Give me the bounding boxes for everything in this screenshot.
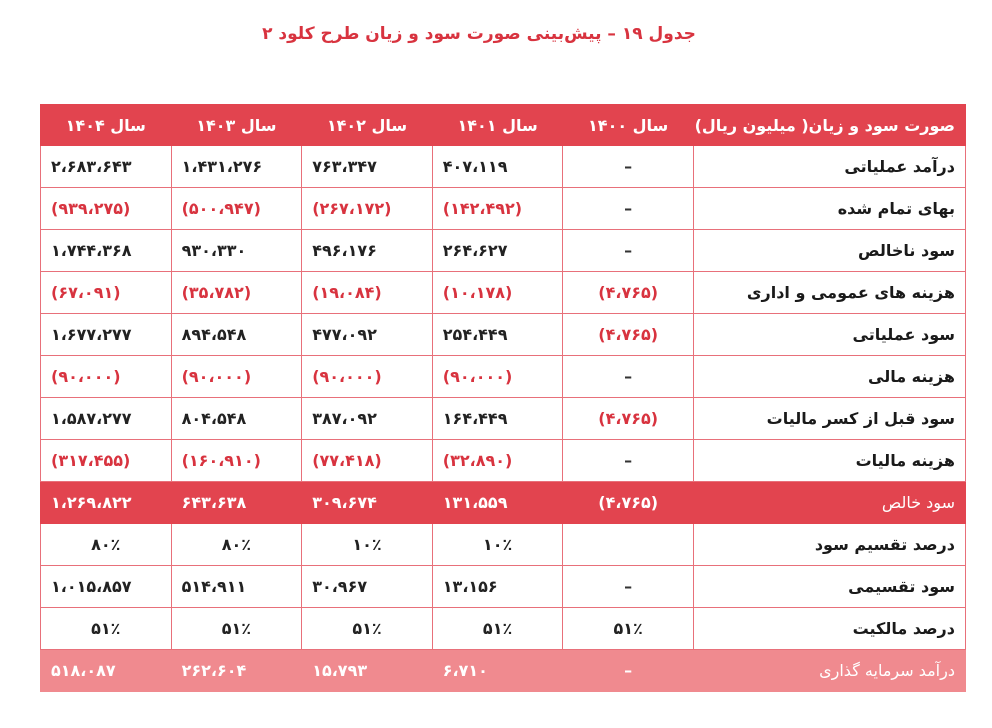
row-label: بهای تمام شده — [693, 188, 965, 230]
header-year-1403: سال ۱۴۰۳ — [171, 105, 302, 146]
table-row — [41, 314, 966, 356]
table-cell: (۴،۷۶۵) — [563, 398, 694, 440]
table-cell: ۱،۲۶۹،۸۲۲ — [41, 482, 172, 524]
table-row — [41, 608, 966, 650]
row-label: سود خالص — [693, 482, 965, 524]
row-label: سود ناخالص — [693, 230, 965, 272]
table-cell: ۹۳۰،۳۳۰ — [171, 230, 302, 272]
row-label: هزینه مالیات — [693, 440, 965, 482]
table-cell: ۳۸۷،۰۹۲ — [302, 398, 433, 440]
table-cell: ۲،۶۸۳،۶۴۳ — [41, 146, 172, 188]
table-cell: (۱۹،۰۸۴) — [302, 272, 433, 314]
table-cell: (۳۵،۷۸۲) — [171, 272, 302, 314]
table-cell: ۵۱٪ — [41, 608, 172, 650]
row-label: سود تقسیمی — [693, 566, 965, 608]
table-cell: ۲۵۴،۴۴۹ — [432, 314, 563, 356]
header-year-1400: سال ۱۴۰۰ — [563, 105, 694, 146]
table-cell: (۱۰،۱۷۸) — [432, 272, 563, 314]
table-cell: ۱،۰۱۵،۸۵۷ — [41, 566, 172, 608]
table-cell: – — [563, 440, 694, 482]
table-cell: (۴،۷۶۵) — [563, 314, 694, 356]
table-cell: (۳۱۷،۴۵۵) — [41, 440, 172, 482]
table-cell: ۸۹۴،۵۴۸ — [171, 314, 302, 356]
table-row — [41, 524, 966, 566]
row-label: درصد مالکیت — [693, 608, 965, 650]
row-label: سود عملیاتی — [693, 314, 965, 356]
header-year-1404: سال ۱۴۰۴ — [41, 105, 172, 146]
table-cell: ۵۱٪ — [563, 608, 694, 650]
table-row — [41, 566, 966, 608]
table-row — [41, 440, 966, 482]
header-year-1402: سال ۱۴۰۲ — [302, 105, 433, 146]
table-row — [41, 146, 966, 188]
table-cell: ۵۱۴،۹۱۱ — [171, 566, 302, 608]
table-cell: (۴،۷۶۵) — [563, 482, 694, 524]
table-header-row — [41, 105, 966, 146]
table-cell: ۱،۴۳۱،۲۷۶ — [171, 146, 302, 188]
table-cell: ۱،۵۸۷،۲۷۷ — [41, 398, 172, 440]
table-cell: ۲۶۴،۶۲۷ — [432, 230, 563, 272]
table-row — [41, 272, 966, 314]
table-cell: (۱۶۰،۹۱۰) — [171, 440, 302, 482]
table-cell: (۶۷،۰۹۱) — [41, 272, 172, 314]
table-cell: ۲۶۲،۶۰۴ — [171, 650, 302, 692]
table-cell: ۳۰،۹۶۷ — [302, 566, 433, 608]
table-cell: (۹۰،۰۰۰) — [41, 356, 172, 398]
row-label: هزینه مالی — [693, 356, 965, 398]
table-cell: – — [563, 566, 694, 608]
table-cell: (۲۶۷،۱۷۲) — [302, 188, 433, 230]
table-cell: ۱۳،۱۵۶ — [432, 566, 563, 608]
table-row — [41, 188, 966, 230]
table-cell: ۵۱٪ — [302, 608, 433, 650]
table-cell: (۷۷،۴۱۸) — [302, 440, 433, 482]
table-cell: ۸۰٪ — [171, 524, 302, 566]
table-row-net-profit — [41, 482, 966, 524]
table-cell: ۱۵،۷۹۳ — [302, 650, 433, 692]
table-cell: ۶۴۳،۶۳۸ — [171, 482, 302, 524]
table-cell: ۸۰٪ — [41, 524, 172, 566]
table-row — [41, 230, 966, 272]
row-label: سود قبل از کسر مالیات — [693, 398, 965, 440]
table-cell: ۱۰٪ — [302, 524, 433, 566]
table-cell — [563, 524, 694, 566]
table-cell: (۵۰۰،۹۴۷) — [171, 188, 302, 230]
table-cell: (۹۰،۰۰۰) — [171, 356, 302, 398]
table-cell: – — [563, 146, 694, 188]
table-cell: – — [563, 230, 694, 272]
table-cell: ۸۰۴،۵۴۸ — [171, 398, 302, 440]
income-statement-table — [40, 104, 966, 692]
table-cell: ۵۱٪ — [171, 608, 302, 650]
income-statement-table-container — [40, 104, 965, 692]
table-cell: ۵۱۸،۰۸۷ — [41, 650, 172, 692]
table-cell: ۳۰۹،۶۷۴ — [302, 482, 433, 524]
table-cell: ۴۰۷،۱۱۹ — [432, 146, 563, 188]
table-cell: ۴۷۷،۰۹۲ — [302, 314, 433, 356]
table-cell: (۹۰،۰۰۰) — [432, 356, 563, 398]
table-cell: (۹۳۹،۲۷۵) — [41, 188, 172, 230]
table-row-investment-income — [41, 650, 966, 692]
table-cell: (۴،۷۶۵) — [563, 272, 694, 314]
table-cell: ۴۹۶،۱۷۶ — [302, 230, 433, 272]
table-cell: (۹۰،۰۰۰) — [302, 356, 433, 398]
page-title: جدول ۱۹ – پیش‌بینی صورت سود و زیان طرح کلود ۲ — [262, 24, 696, 44]
table-cell: – — [563, 650, 694, 692]
table-row — [41, 398, 966, 440]
table-cell: ۱،۶۷۷،۲۷۷ — [41, 314, 172, 356]
table-cell: – — [563, 188, 694, 230]
table-cell: ۷۶۳،۳۴۷ — [302, 146, 433, 188]
row-label: درآمد سرمایه گذاری — [693, 650, 965, 692]
table-cell: (۱۴۲،۴۹۲) — [432, 188, 563, 230]
table-cell: ۱۶۴،۴۴۹ — [432, 398, 563, 440]
header-year-1401: سال ۱۴۰۱ — [432, 105, 563, 146]
row-label: درصد تقسیم سود — [693, 524, 965, 566]
row-label: درآمد عملیاتی — [693, 146, 965, 188]
table-cell: ۱،۷۴۴،۳۶۸ — [41, 230, 172, 272]
header-label: صورت سود و زیان( میلیون ریال) — [693, 105, 965, 146]
table-cell: ۶،۷۱۰ — [432, 650, 563, 692]
table-cell: ۱۰٪ — [432, 524, 563, 566]
table-cell: ۵۱٪ — [432, 608, 563, 650]
table-cell: – — [563, 356, 694, 398]
table-row — [41, 356, 966, 398]
table-cell: ۱۳۱،۵۵۹ — [432, 482, 563, 524]
table-cell: (۳۲،۸۹۰) — [432, 440, 563, 482]
row-label: هزینه های عمومی و اداری — [693, 272, 965, 314]
